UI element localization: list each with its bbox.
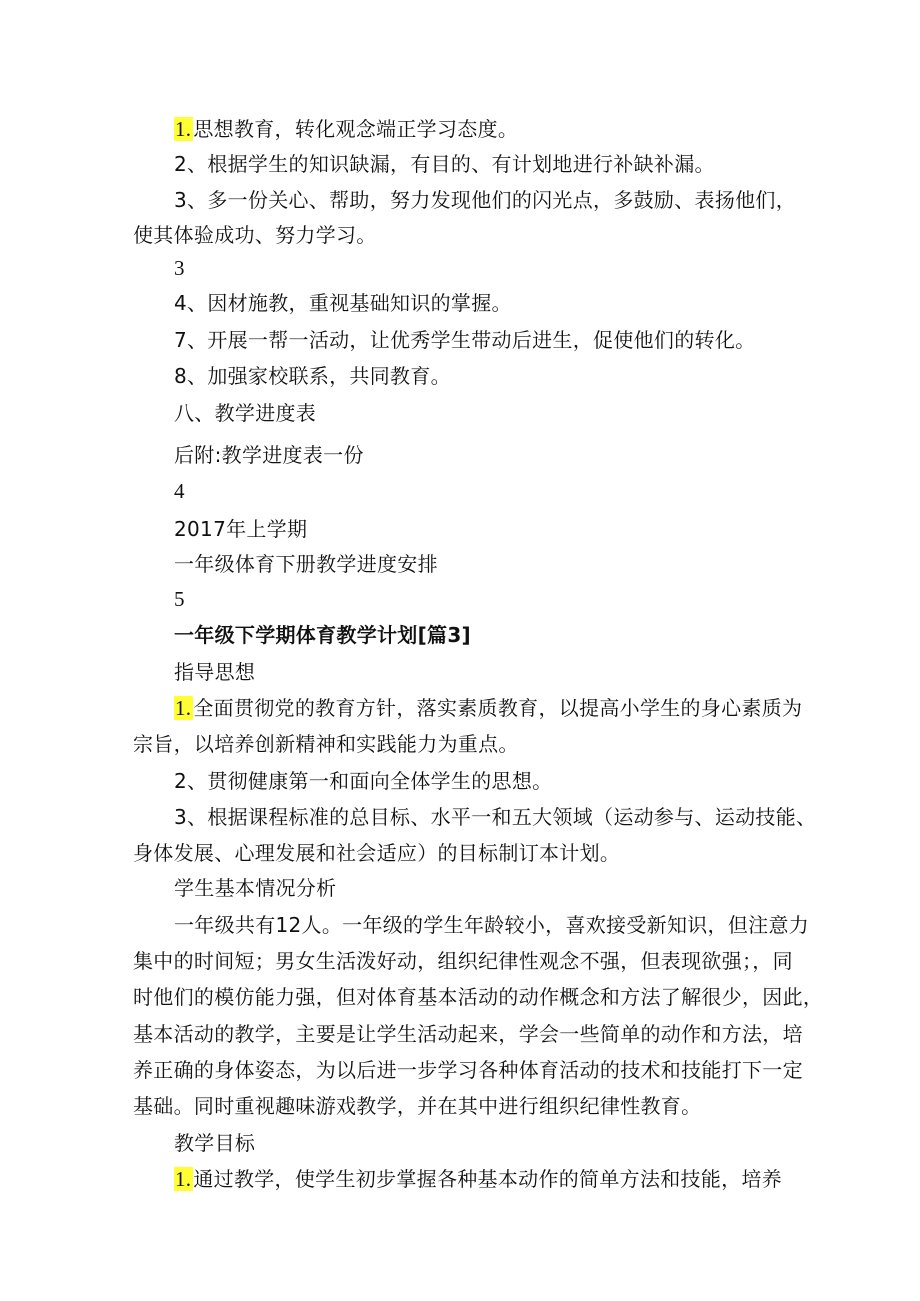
document-title: 一年级下学期体育教学计划[篇3] — [174, 623, 471, 647]
section-heading: 八、教学进度表 — [174, 401, 317, 425]
schedule-title: 一年级体育下册教学进度安排 — [174, 552, 438, 576]
analysis-line: 养正确的身体姿态，为以后进一步学习各种体育活动的技术和技能打下一定 — [133, 1058, 803, 1082]
section-heading: 教学目标 — [174, 1131, 256, 1155]
goal-item-text: 通过教学，使学生初步掌握各种基本动作的简单方法和技能，培养 — [193, 1167, 783, 1191]
list-item-3-line1: 3、多一份关心、帮助，努力发现他们的闪光点，多鼓励、表扬他们， — [174, 188, 797, 212]
list-item-8: 8、加强家校联系，共同教育。 — [174, 364, 451, 388]
semester-label: 2017年上学期 — [174, 517, 308, 541]
page-number: 4 — [174, 479, 185, 503]
list-item-2: 2、根据学生的知识缺漏，有目的、有计划地进行补缺补漏。 — [174, 152, 715, 176]
list-item-7: 7、开展一帮一活动，让优秀学生带动后进生，促使他们的转化。 — [174, 328, 756, 352]
page-number: 3 — [174, 256, 185, 280]
list-item-text: 思想教育，转化观念端正学习态度。 — [193, 117, 519, 141]
guide-item-1-line2: 宗旨，以培养创新精神和实践能力为重点。 — [133, 732, 519, 756]
highlighted-number: 1. — [175, 696, 192, 720]
list-item-3-line2: 使其体验成功、努力学习。 — [133, 223, 377, 247]
guide-item-1-line1 — [174, 693, 802, 723]
page-number: 5 — [174, 587, 185, 611]
guide-item-text: 全面贯彻党的教育方针，落实素质教育，以提高小学生的身心素质为 — [193, 696, 803, 720]
analysis-line: 集中的时间短；男女生活泼好动，组织纪律性观念不强，但表现欲强；，同 — [133, 949, 793, 973]
analysis-line: 时他们的模仿能力强，但对体育基本活动的动作概念和方法了解很少，因此， — [133, 985, 824, 1009]
guide-item-3-line1: 3、根据课程标准的总目标、水平一和五大领域（运动参与、运动技能、 — [174, 805, 817, 829]
highlighted-number: 1. — [175, 1167, 192, 1191]
highlighted-number: 1. — [175, 117, 192, 141]
list-item-1 — [174, 114, 518, 144]
section-heading: 学生基本情况分析 — [174, 876, 337, 900]
analysis-line: 基础。同时重视趣味游戏教学，并在其中进行组织纪律性教育。 — [133, 1094, 702, 1118]
guide-item-3-line2: 身体发展、心理发展和社会适应）的目标制订本计划。 — [133, 841, 621, 865]
list-item-4: 4、因材施教，重视基础知识的掌握。 — [174, 291, 512, 315]
analysis-line: 一年级共有12人。一年级的学生年龄较小，喜欢接受新知识，但注意力 — [174, 913, 810, 937]
guide-item-2: 2、贯彻健康第一和面向全体学生的思想。 — [174, 769, 553, 793]
appendix-note: 后附:教学进度表一份 — [174, 443, 364, 467]
section-heading: 指导思想 — [174, 660, 256, 684]
analysis-line: 基本活动的教学，主要是让学生活动起来，学会一些简单的动作和方法，培 — [133, 1022, 803, 1046]
goal-item-1 — [174, 1164, 782, 1194]
